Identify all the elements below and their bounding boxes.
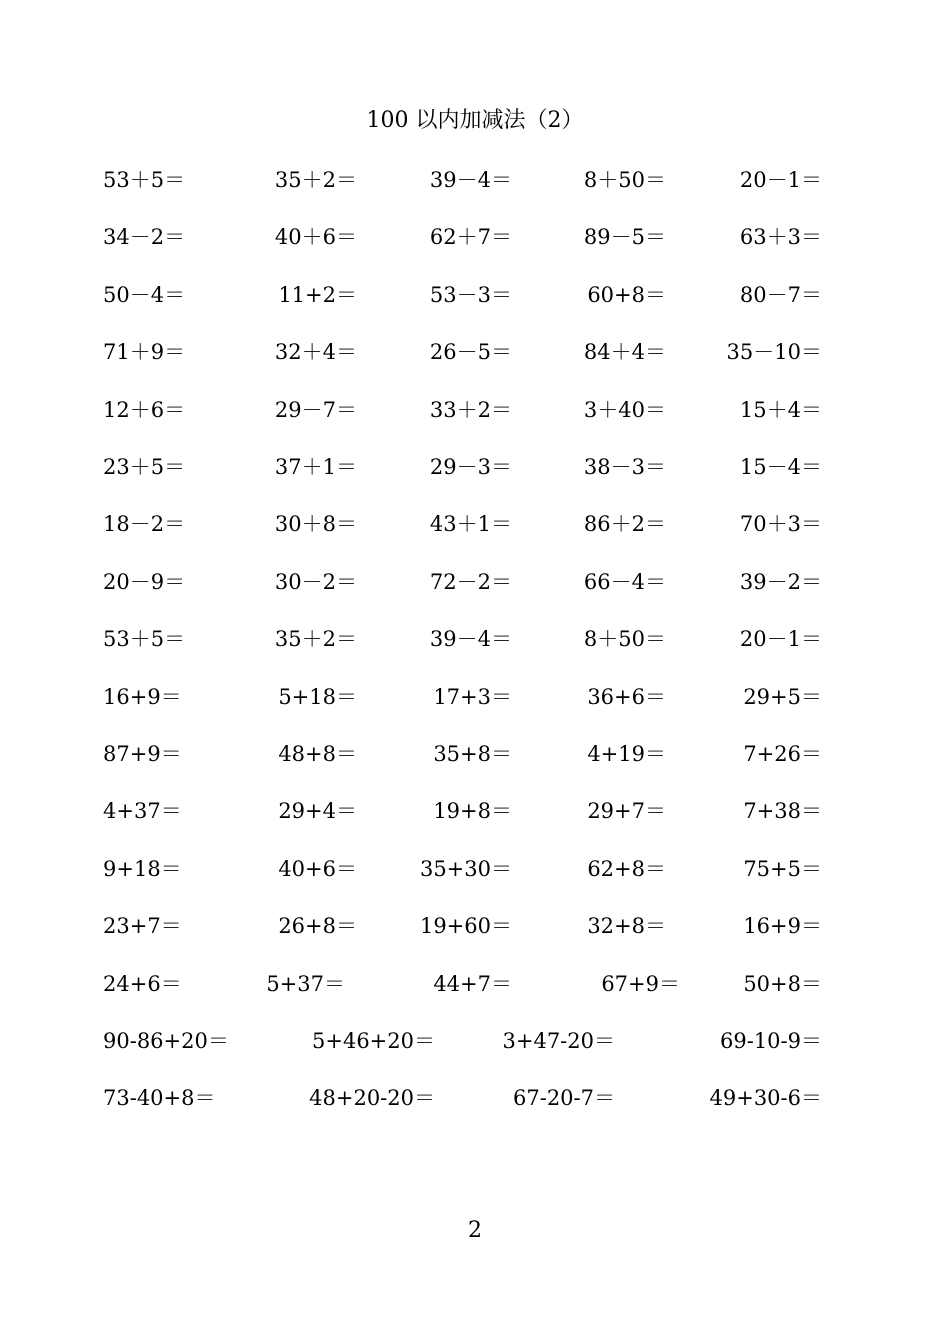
math-problem: 26－5＝ xyxy=(429,340,512,365)
math-problem: 73-40+8＝ xyxy=(103,1086,216,1111)
math-problem: 3＋40＝ xyxy=(583,397,666,422)
math-problem: 15＋4＝ xyxy=(739,397,822,422)
math-problem: 12＋6＝ xyxy=(103,397,186,422)
math-problem: 9+18＝ xyxy=(103,856,182,881)
problem-row xyxy=(0,567,950,597)
math-problem: 33＋2＝ xyxy=(429,397,512,422)
math-problem: 43＋1＝ xyxy=(429,512,512,537)
page-number: 2 xyxy=(468,1218,482,1243)
math-problem: 16+9＝ xyxy=(103,684,182,709)
math-problem: 35＋2＝ xyxy=(274,627,357,652)
math-problem: 3+47-20＝ xyxy=(502,1029,615,1053)
problem-row xyxy=(0,911,950,941)
math-problem: 39－4＝ xyxy=(429,627,512,652)
math-problem: 5+37＝ xyxy=(266,971,345,996)
math-problem: 90-86+20＝ xyxy=(103,1029,229,1053)
math-problem: 53＋5＝ xyxy=(103,627,186,652)
math-problem: 34－2＝ xyxy=(103,225,186,250)
math-problem: 40＋6＝ xyxy=(274,225,357,250)
math-problem: 24+6＝ xyxy=(103,971,182,996)
math-problem: 36+6＝ xyxy=(587,684,666,709)
math-problem: 8＋50＝ xyxy=(583,168,666,192)
problem-row xyxy=(0,165,950,195)
math-problem: 18－2＝ xyxy=(103,512,186,537)
math-problem: 35－10＝ xyxy=(726,340,822,365)
math-problem: 20－9＝ xyxy=(103,569,186,594)
math-problem: 5+18＝ xyxy=(278,684,357,709)
math-problem: 89－5＝ xyxy=(583,225,666,250)
problem-row xyxy=(0,854,950,884)
math-problem: 38－3＝ xyxy=(583,455,666,479)
math-problem: 29－7＝ xyxy=(274,397,357,422)
math-problem: 62+8＝ xyxy=(587,856,666,881)
math-problem: 49+30-6＝ xyxy=(709,1086,822,1111)
math-problem: 37＋1＝ xyxy=(274,455,357,479)
problem-row xyxy=(0,682,950,712)
math-problem: 20－1＝ xyxy=(739,168,822,192)
math-problem: 35＋2＝ xyxy=(274,168,357,192)
math-problem: 30－2＝ xyxy=(274,569,357,594)
math-problem: 80－7＝ xyxy=(739,282,822,307)
math-problem: 23+7＝ xyxy=(103,914,182,939)
math-problem: 7+26＝ xyxy=(743,742,822,766)
problem-row xyxy=(0,1026,950,1056)
problem-row xyxy=(0,796,950,826)
math-problem: 23＋5＝ xyxy=(103,455,186,479)
problem-row xyxy=(0,1083,950,1113)
problem-row xyxy=(0,395,950,425)
math-problem: 69-10-9＝ xyxy=(720,1029,822,1053)
math-problem: 35+8＝ xyxy=(433,742,512,766)
math-problem: 29+4＝ xyxy=(278,799,357,824)
math-problem: 50+8＝ xyxy=(743,971,822,996)
page-title: 100 以内加减法（2） xyxy=(366,108,584,133)
math-problem: 29－3＝ xyxy=(429,455,512,479)
math-problem: 39－2＝ xyxy=(739,569,822,594)
math-problem: 75+5＝ xyxy=(743,856,822,881)
math-problem: 30＋8＝ xyxy=(274,512,357,537)
math-problem: 19+8＝ xyxy=(433,799,512,824)
problem-row xyxy=(0,280,950,310)
math-problem: 72－2＝ xyxy=(429,569,512,594)
problem-row xyxy=(0,222,950,252)
math-problem: 32+8＝ xyxy=(587,914,666,939)
math-problem: 86＋2＝ xyxy=(583,512,666,537)
math-problem: 70＋3＝ xyxy=(739,512,822,537)
math-problem: 26+8＝ xyxy=(278,914,357,939)
problem-row xyxy=(0,624,950,654)
math-problem: 8＋50＝ xyxy=(583,627,666,652)
math-problem: 48+8＝ xyxy=(278,742,357,766)
problem-row xyxy=(0,969,950,999)
math-problem: 29+5＝ xyxy=(743,684,822,709)
math-problem: 63＋3＝ xyxy=(739,225,822,250)
problem-row xyxy=(0,509,950,539)
problem-row xyxy=(0,337,950,367)
math-problem: 67+9＝ xyxy=(601,971,680,996)
math-problem: 62＋7＝ xyxy=(429,225,512,250)
problem-row xyxy=(0,739,950,769)
math-problem: 53－3＝ xyxy=(429,282,512,307)
problem-row xyxy=(0,452,950,482)
math-problem: 84＋4＝ xyxy=(583,340,666,365)
math-problem: 60+8＝ xyxy=(587,282,666,307)
math-problem: 50－4＝ xyxy=(103,282,186,307)
math-problem: 7+38＝ xyxy=(743,799,822,824)
math-problem: 11+2＝ xyxy=(278,282,357,307)
math-problem: 48+20-20＝ xyxy=(309,1086,435,1111)
math-problem: 20－1＝ xyxy=(739,627,822,652)
math-problem: 17+3＝ xyxy=(433,684,512,709)
math-problem: 35+30＝ xyxy=(419,856,512,881)
math-problem: 53＋5＝ xyxy=(103,168,186,192)
math-problem: 19+60＝ xyxy=(419,914,512,939)
math-problem: 5+46+20＝ xyxy=(312,1029,435,1053)
math-problem: 87+9＝ xyxy=(103,742,182,766)
math-problem: 66－4＝ xyxy=(583,569,666,594)
math-problem: 29+7＝ xyxy=(587,799,666,824)
math-problem: 67-20-7＝ xyxy=(513,1086,615,1111)
math-problem: 16+9＝ xyxy=(743,914,822,939)
math-problem: 15－4＝ xyxy=(739,455,822,479)
math-problem: 71＋9＝ xyxy=(103,340,186,365)
math-problem: 39－4＝ xyxy=(429,168,512,192)
math-problem: 4+19＝ xyxy=(587,742,666,766)
math-problem: 32＋4＝ xyxy=(274,340,357,365)
math-problem: 44+7＝ xyxy=(433,971,512,996)
math-problem: 40+6＝ xyxy=(278,856,357,881)
math-problem: 4+37＝ xyxy=(103,799,182,824)
